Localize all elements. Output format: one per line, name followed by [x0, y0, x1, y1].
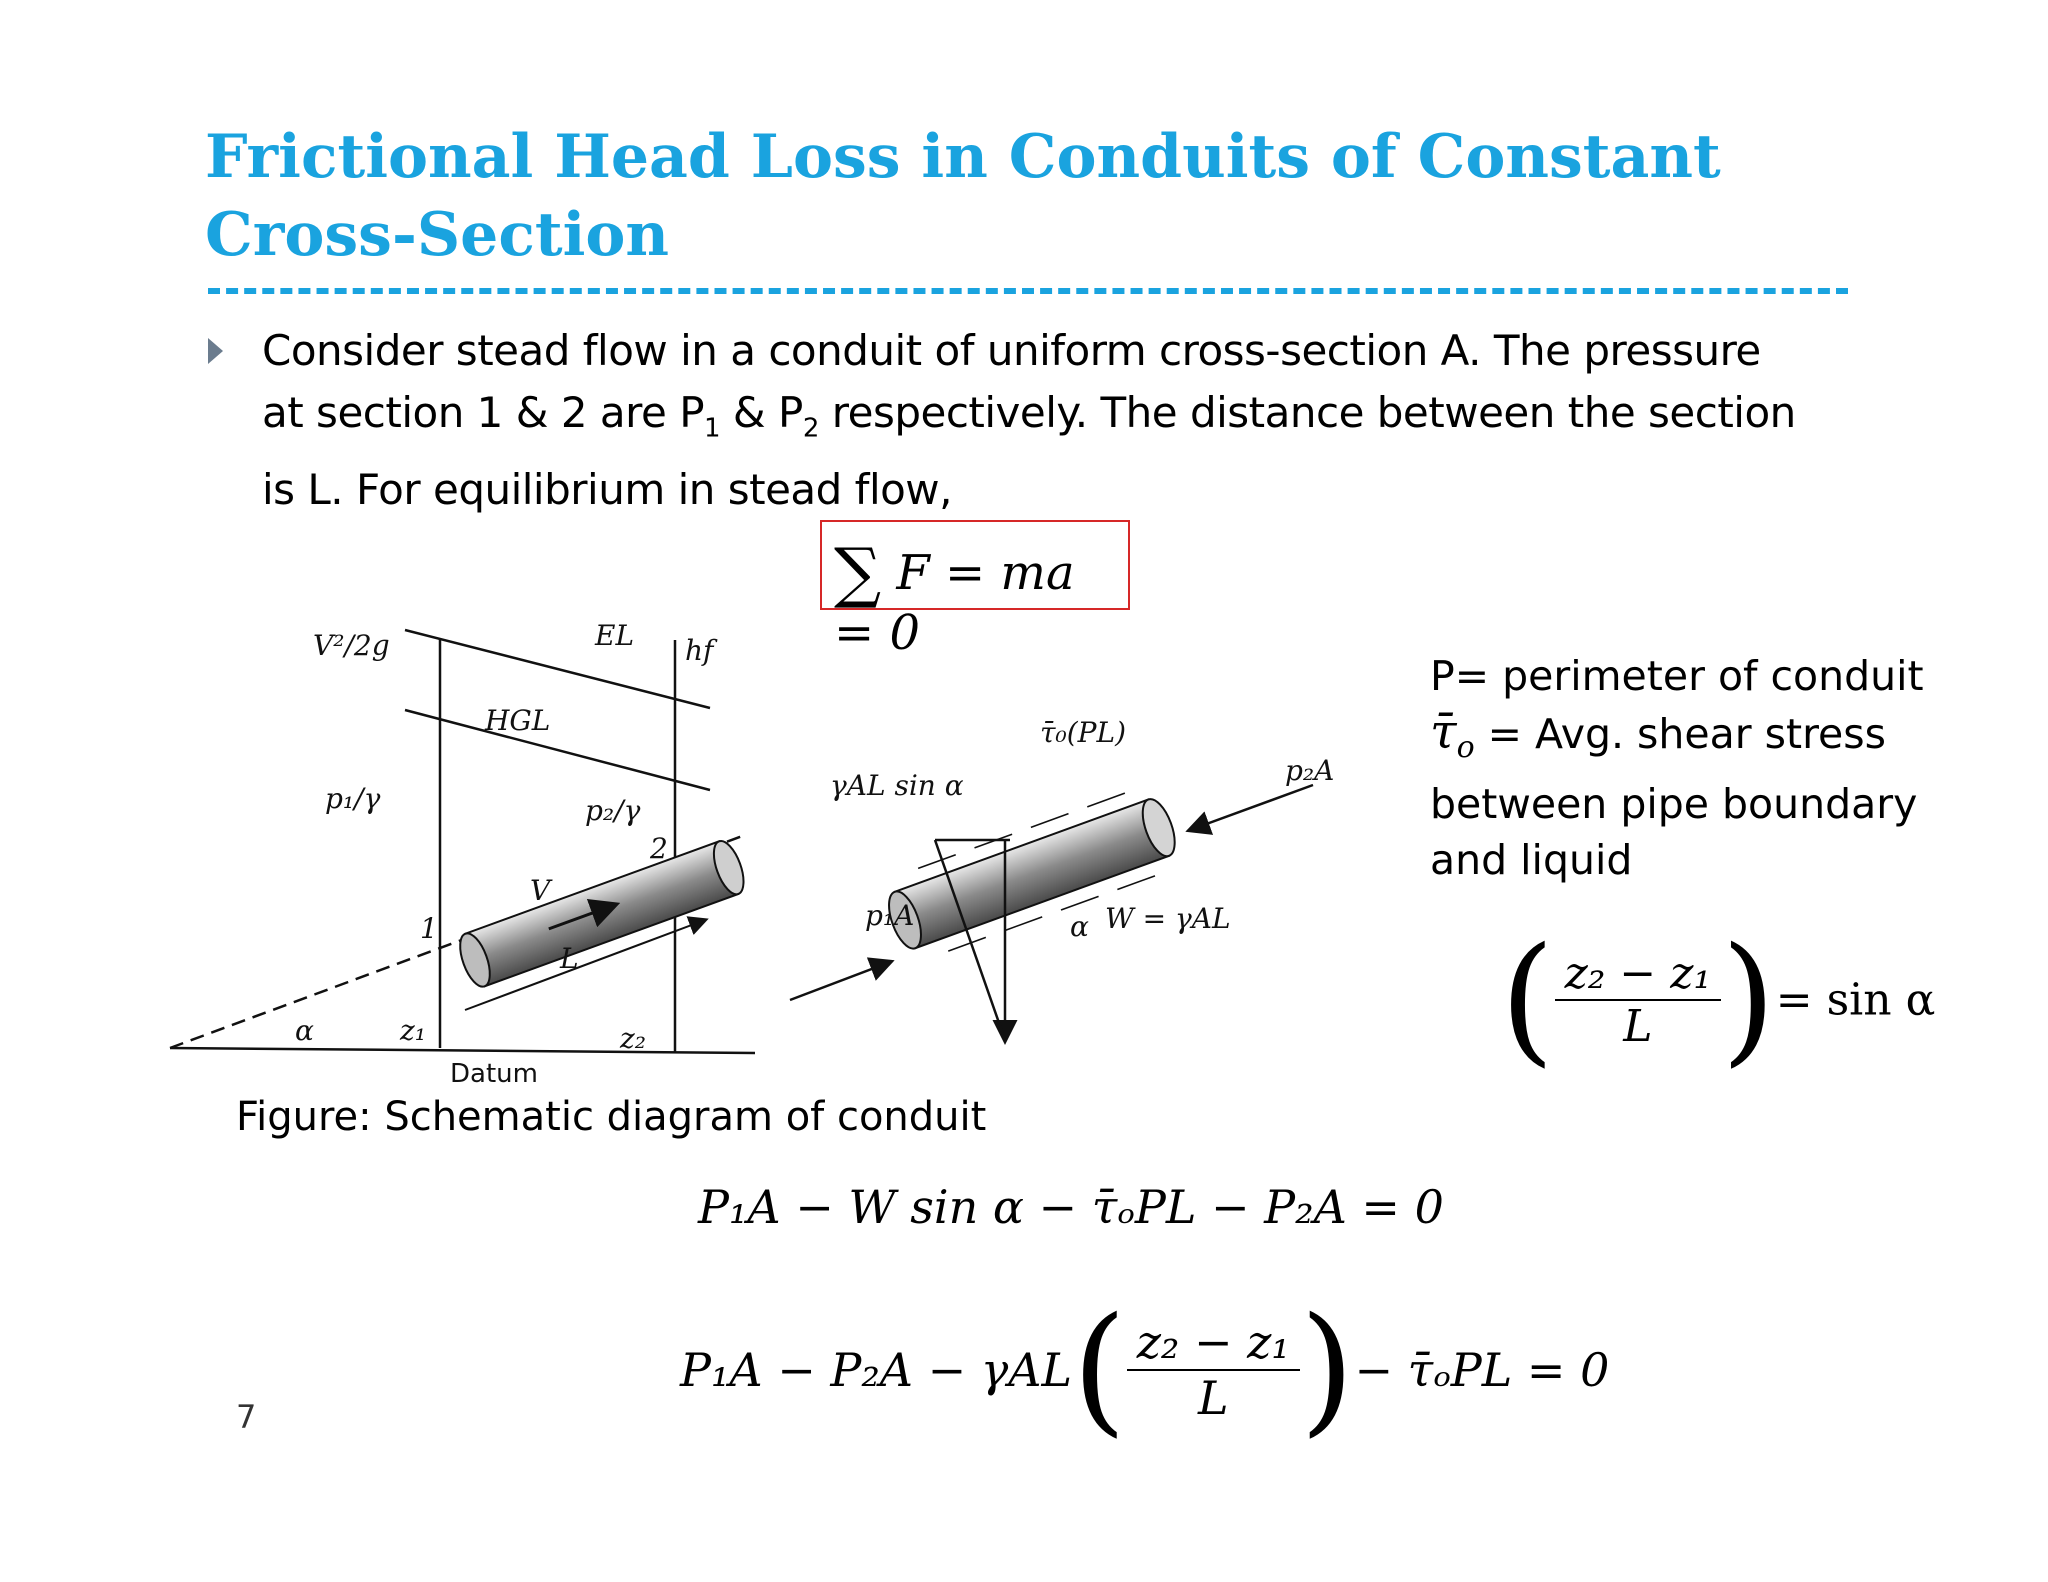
energy-line: [405, 630, 710, 708]
expanded-force-equation: P₁A − P₂A − γAL( $\frac{\text{z₂ − z₁}}{L}$ )− τ̄ₒPL = 0: [680, 1288, 1610, 1451]
hgl-line: [405, 710, 710, 790]
weight-label: W = γAL: [1105, 902, 1231, 935]
shear-definition-line3: between pipe boundary: [1430, 780, 1918, 829]
velocity-label: V: [530, 874, 551, 907]
shear-force-label: τ̄₀(PL): [1040, 716, 1126, 749]
bullet-line-2b: & P: [720, 388, 803, 437]
shear-definition-line4: and liquid: [1430, 836, 1633, 885]
title-divider: [208, 288, 1848, 294]
bullet-line-3: is L. For equilibrium in stead flow,: [262, 465, 953, 515]
slide-title: Frictional Head Loss in Conduits of Constant Cross-Section: [205, 122, 1721, 270]
sine-relation-equation: ( $\frac{\text{z₂ − z₁}}{L}$ )= sin α: [1500, 918, 1936, 1081]
p1-gamma-label: p₁/γ: [325, 782, 381, 815]
bullet-line-2c: respectively. The distance between the section: [818, 388, 1796, 437]
gamma-al-sin-label: γAL sin α: [830, 769, 964, 802]
force-balance-equation: [698, 1180, 1444, 1234]
tau-subscript: o: [1456, 730, 1475, 766]
equilibrium-equation: F = ma = 0: [834, 545, 1075, 661]
hf-label: hf: [685, 634, 714, 667]
p2a-label: p₂A: [1285, 754, 1335, 787]
z2-label: z₂: [620, 1022, 646, 1055]
equation2-rhs: − τ̄ₒPL = 0: [1354, 1343, 1610, 1397]
p1-subscript: 1: [704, 413, 721, 444]
bullet-line-1: Consider stead flow in a conduit of uniform cross-section A. The pressure: [262, 326, 1761, 375]
equation1-text: P₁A − W sin α − τ̄ₒPL − P₂A = 0: [698, 1180, 1444, 1234]
datum-line: [170, 1048, 755, 1053]
inclined-pipe-left: [454, 837, 749, 990]
hgl-label: HGL: [485, 704, 551, 737]
shear-stress-definition: = Avg. shear stress: [1474, 710, 1886, 758]
alpha-label: α: [295, 1014, 314, 1047]
symbol-legend: [1430, 648, 1990, 888]
sin-denominator: L: [1623, 1001, 1653, 1052]
alpha2-label: α: [1070, 910, 1089, 943]
sin-numerator: z₂ − z₁: [1555, 948, 1721, 1001]
perimeter-definition: P= perimeter of conduit: [1430, 652, 1924, 700]
equation2-lhs: P₁A − P₂A − γAL: [680, 1343, 1073, 1397]
tau-symbol: τ̄: [1430, 704, 1457, 760]
sin-rhs: = sin α: [1775, 974, 1936, 1026]
v2-2g-label: V²/2g: [313, 629, 390, 662]
figure-caption: Figure: Schematic diagram of conduit: [236, 1094, 987, 1140]
length-label: L: [560, 942, 579, 975]
section1-label: 1: [420, 912, 438, 945]
equation2-numerator: z₂ − z₁: [1127, 1315, 1300, 1371]
bullet-arrow-icon: [208, 338, 223, 364]
p2-subscript: 2: [802, 413, 819, 444]
datum-label: Datum: [450, 1059, 538, 1089]
equation2-denominator: L: [1197, 1371, 1229, 1425]
section2-label: 2: [650, 832, 668, 865]
p2-gamma-label: p₂/γ: [585, 794, 641, 827]
sigma-symbol: ∑: [834, 534, 882, 611]
p2a-force-arrow: [1190, 785, 1313, 830]
slide-number: 7: [236, 1398, 257, 1436]
el-label: EL: [595, 619, 635, 652]
free-body-pipe: [878, 782, 1186, 966]
bullet-line-2a: at section 1 & 2 are P: [262, 388, 705, 437]
p1a-force-arrow: [790, 962, 890, 1000]
conduit-schematic-figure: [165, 590, 1350, 1110]
z1-label: z₁: [400, 1014, 426, 1047]
bullet-paragraph: [262, 320, 1822, 521]
p1a-label: p₁A: [865, 899, 915, 932]
